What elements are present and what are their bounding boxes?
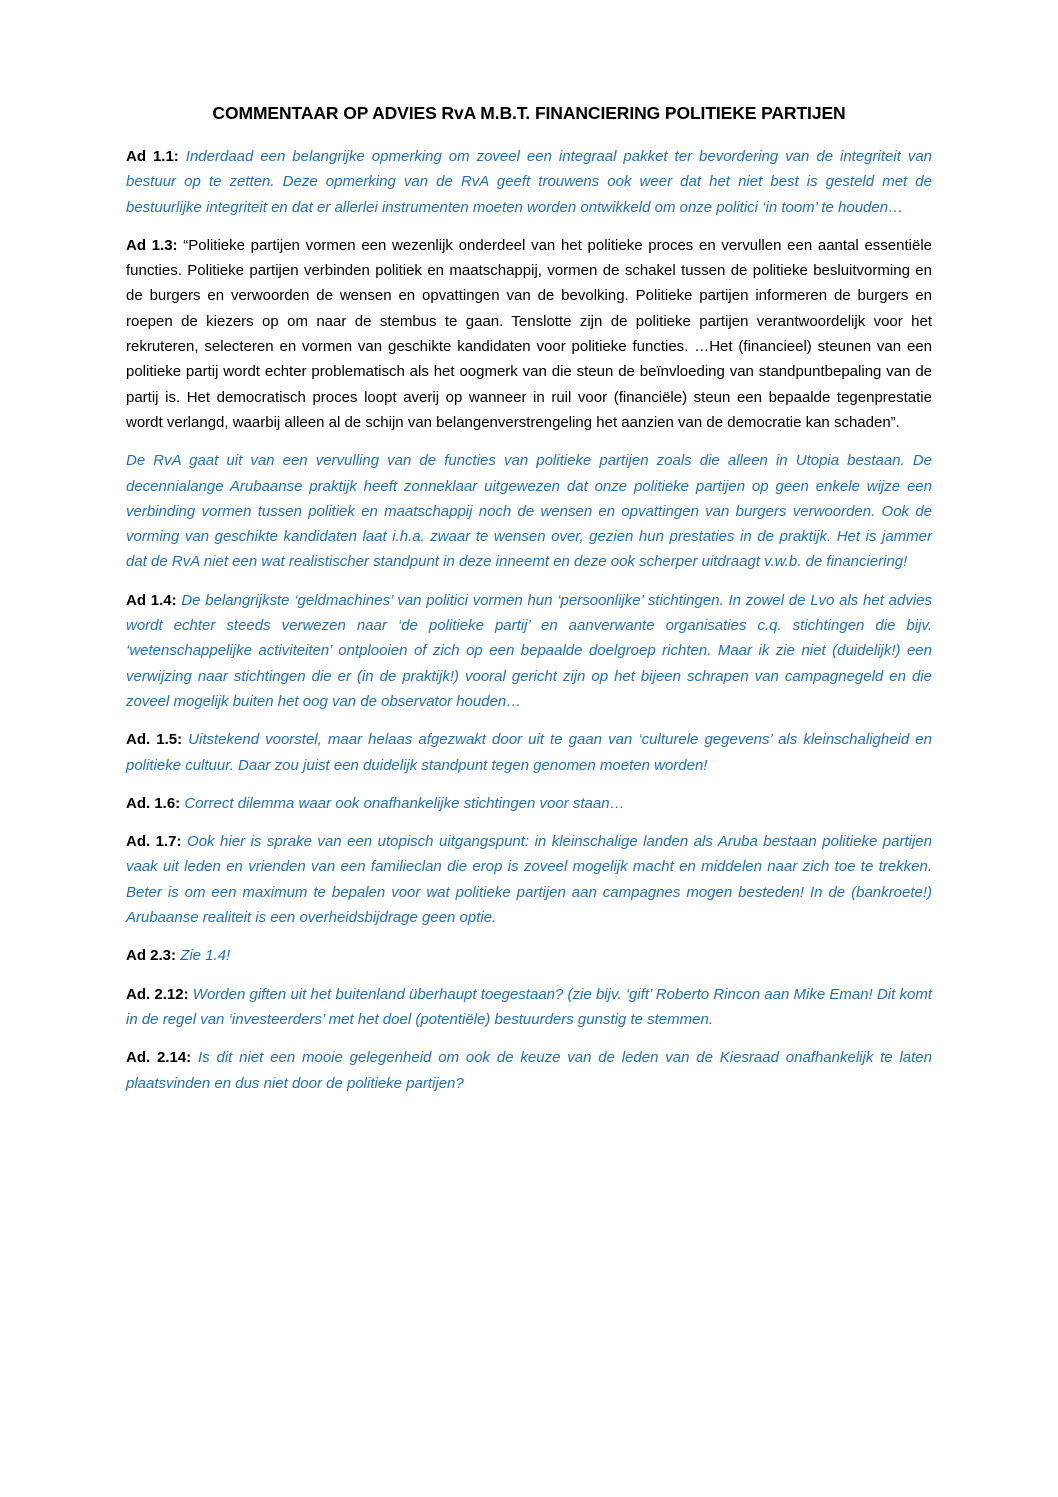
section-ad-1-4 xyxy=(126,588,932,714)
section-comment: Worden giften uit het buitenland überhaupt toegestaan? (zie bijv. ‘gift’ Roberto Rincon aan Mike Eman! Dit komt in de regel van ‘investeerders’ met het doel (potentiële) bestuurders gunstig te stemmen. xyxy=(126,985,932,1028)
section-comment: Correct dilemma waar ook onafhankelijke stichtingen voor staan… xyxy=(184,794,625,812)
section-label: Ad 1.4: xyxy=(126,591,177,609)
section-ad-1-3-comment xyxy=(126,448,932,574)
section-comment: Zie 1.4! xyxy=(180,947,231,965)
section-label: Ad 2.3: xyxy=(126,947,177,965)
section-label: Ad. 2.14: xyxy=(126,1049,192,1067)
section-label: Ad 1.1: xyxy=(126,148,179,165)
section-comment: Inderdaad een belangrijke opmerking om zoveel een integraal pakket ter bevordering van de integriteit van bestuur op te zetten. Deze opmerking van de RvA geeft trouwens ook weer dat het niet best is gesteld met de bestuurlijke integriteit en dat er allerlei instrumenten moeten worden ontwikkeld om onze politici ‘in toom’ te houden… xyxy=(126,148,933,216)
section-ad-2-3 xyxy=(126,943,932,968)
section-ad-1-3 xyxy=(126,233,932,435)
section-comment: De belangrijkste ‘geldmachines’ van politici vormen hun ‘persoonlijke’ stichtingen. In zowel de Lvo als het advies wordt echter steeds verwezen naar ‘de politieke partij’ en aanverwante organisaties c.q. stichtingen die bijv. ‘wetenschappelijke activiteiten’ ontplooien of zich op een bepaalde doelgroep richten. Maar ik zie niet (duidelijk!) een verwijzing naar stichtingen die er (in de praktijk!) vooral gericht zijn op het bijeen schrapen van campagnegeld en die zoveel mogelijk buiten het oog van de observator houden… xyxy=(126,591,933,710)
section-label: Ad. 1.5: xyxy=(126,731,183,749)
section-comment: De RvA gaat uit van een vervulling van de functies van politieke partijen zoals die alleen in Utopia bestaan. De decennialange Arubaanse praktijk heeft zonneklaar uitgewezen dat onze politieke partijen op geen enkele wijze een verbinding vormen tussen politiek en maatschappij noch de wensen en opvattingen van burgers verwoorden. Ook de vorming van geschikte kandidaten laat i.h.a. zwaar te wensen over, gezien hun prestaties in de praktijk. Het is jammer dat de RvA niet een wat realistischer standpunt in deze inneemt en deze ook scherper uitdraagt v.w.b. de financiering! xyxy=(126,452,932,571)
section-ad-1-6 xyxy=(126,791,932,816)
section-ad-2-14 xyxy=(126,1045,932,1096)
section-comment: Uitstekend voorstel, maar helaas afgezwakt door uit te gaan van ‘culturele gegevens’ als kleinschaligheid en politieke cultuur. Daar zou juist een duidelijk standpunt tegen genomen moeten worden! xyxy=(126,731,932,774)
section-label: Ad. 1.6: xyxy=(126,794,181,812)
section-ad-2-12 xyxy=(126,982,932,1033)
section-label: Ad. 2.12: xyxy=(126,985,189,1003)
section-label: Ad 1.3: xyxy=(126,236,178,254)
section-ad-1-7 xyxy=(126,829,932,930)
section-ad-1-5 xyxy=(126,727,932,778)
section-comment: Is dit niet een mooie gelegenheid om ook de keuze van de leden van de Kiesraad onafhankelijk te laten plaatsvinden en dus niet door de politieke partijen? xyxy=(126,1049,932,1092)
section-comment: Ook hier is sprake van een utopisch uitgangspunt: in kleinschalige landen als Aruba bestaan politieke partijen vaak uit leden en vrienden van een familieclan die erop is zoveel mogelijk macht en middelen naar zich toe te trekken. Beter is om een maximum te bepalen voor wat politieke partijen aan campagnes mogen besteden! In de (bankroete!) Arubaanse realiteit is een overheidsbijdrage geen optie. xyxy=(126,833,932,927)
section-label: Ad. 1.7: xyxy=(126,833,182,851)
document-title: COMMENTAAR OP ADVIES RvA M.B.T. FINANCIERING POLITIEKE PARTIJEN xyxy=(212,103,846,123)
section-quote: “Politieke partijen vormen een wezenlijk onderdeel van het politieke proces en vervullen een aantal essentiële functies. Politieke partijen verbinden politiek en maatschappij, vormen de schakel tussen de politieke besluitvorming en de burgers en verwoorden de wensen en opvattingen van de bevolking. Politieke partijen informeren de burgers en roepen de kiezers op om naar de stembus te gaan. Tenslotte zijn de politieke partijen verantwoordelijk voor het rekruteren, selecteren en vormen van geschikte kandidaten voor politieke functies. …Het (financieel) steunen van een politieke partij wordt echter problematisch als het oogmerk van die steun de beïnvloeding van standpuntbepaling van de partij is. Het democratisch proces loopt averij op wanneer in ruil voor (financiële) steun een bepaalde tegenprestatie wordt verlangd, waarbij alleen al de schijn van belangenverstrengeling het aanzien van de democratie kan schaden”. xyxy=(126,236,933,431)
section-ad-1-1 xyxy=(126,144,932,220)
